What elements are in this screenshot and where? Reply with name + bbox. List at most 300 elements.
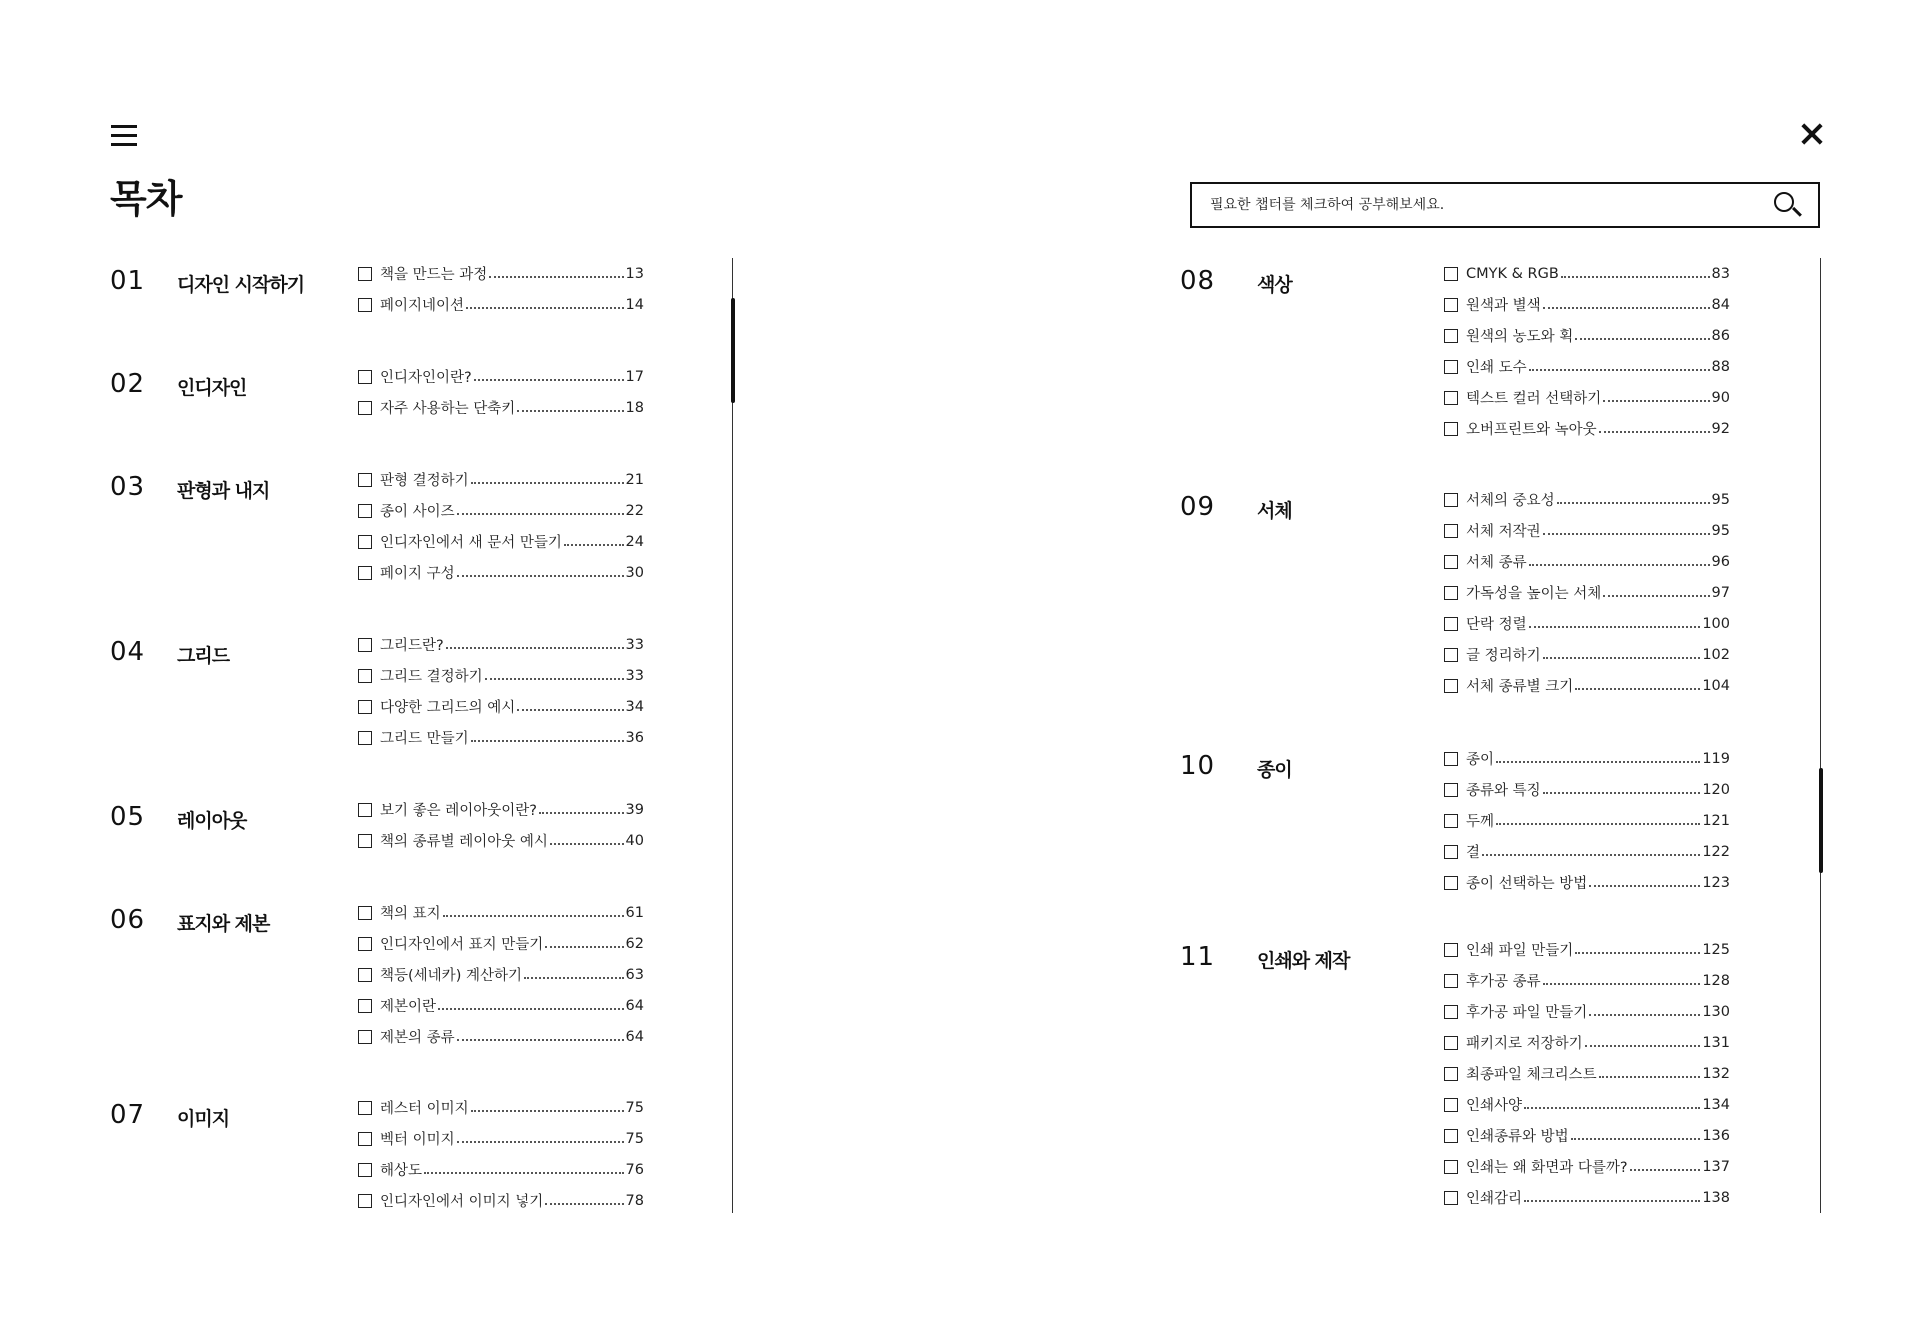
page-number: 21 — [625, 471, 644, 488]
toc-item[interactable] — [358, 897, 644, 928]
item-title: 책등(세네카) 계산하기 — [380, 968, 522, 984]
toc-item[interactable] — [1444, 413, 1730, 444]
item-title: 그리드 만들기 — [380, 731, 469, 747]
close-icon[interactable] — [1799, 121, 1825, 147]
dotted-leader — [424, 1172, 624, 1174]
item-checkbox[interactable] — [358, 968, 372, 982]
dotted-leader — [471, 482, 624, 484]
toc-item[interactable] — [1444, 577, 1730, 608]
dotted-leader — [564, 544, 624, 546]
item-title: 제본의 종류 — [380, 1030, 455, 1046]
chapter-title: 인쇄와 제작 — [1257, 950, 1350, 972]
item-checkbox[interactable] — [1444, 679, 1458, 693]
item-title: 최종파일 체크리스트 — [1466, 1067, 1597, 1083]
chapter-title: 레이아웃 — [177, 810, 247, 832]
chapter-number: 04 — [110, 637, 146, 667]
toc-item[interactable] — [358, 959, 644, 990]
dotted-leader — [1575, 688, 1700, 690]
toc-item[interactable] — [358, 1123, 644, 1154]
page-number: 14 — [625, 296, 644, 313]
toc-item[interactable] — [1444, 320, 1730, 351]
item-checkbox[interactable] — [358, 401, 372, 415]
page-number: 39 — [625, 801, 644, 818]
item-title: 제본이란 — [380, 999, 437, 1015]
chapter-title: 종이 — [1257, 759, 1292, 781]
dotted-leader — [1496, 823, 1700, 825]
dotted-leader — [517, 709, 623, 711]
item-title: 판형 결정하기 — [380, 473, 469, 489]
item-checkbox[interactable] — [1444, 814, 1458, 828]
page-number: 84 — [1711, 296, 1730, 313]
item-title: 인쇄감리 — [1466, 1191, 1523, 1207]
page-title: 목차 — [110, 177, 182, 221]
item-checkbox[interactable] — [358, 1101, 372, 1115]
page-number: 88 — [1711, 358, 1730, 375]
toc-item[interactable] — [1444, 1089, 1730, 1120]
item-title: 인쇄종류와 방법 — [1466, 1129, 1569, 1145]
dotted-leader — [1585, 1045, 1701, 1047]
chapter-section — [0, 629, 740, 753]
item-checkbox[interactable] — [358, 1194, 372, 1208]
dotted-leader — [1575, 952, 1700, 954]
chapter-title: 이미지 — [177, 1108, 230, 1130]
dotted-leader — [1543, 983, 1701, 985]
chapter-item-list — [358, 897, 644, 1052]
item-checkbox[interactable] — [1444, 648, 1458, 662]
page-number: 134 — [1702, 1096, 1730, 1113]
dotted-leader — [545, 946, 623, 948]
page-number: 90 — [1711, 389, 1730, 406]
toc-column-left — [0, 258, 740, 1213]
item-checkbox[interactable] — [358, 937, 372, 951]
chapter-title: 표지와 제본 — [177, 913, 270, 935]
toc-item[interactable] — [1444, 382, 1730, 413]
item-title: 다양한 그리드의 예시 — [380, 700, 516, 716]
page-number: 123 — [1702, 874, 1730, 891]
page-number: 120 — [1702, 781, 1730, 798]
chapter-item-list — [358, 794, 644, 856]
page-number: 128 — [1702, 972, 1730, 989]
item-checkbox[interactable] — [358, 906, 372, 920]
item-title: 인쇄는 왜 화면과 다를까? — [1466, 1160, 1628, 1176]
page-number: 131 — [1702, 1034, 1730, 1051]
item-checkbox[interactable] — [358, 1163, 372, 1177]
item-title: 자주 사용하는 단축키 — [380, 401, 516, 417]
page-number: 13 — [625, 265, 644, 282]
page-number: 76 — [625, 1161, 644, 1178]
toc-item[interactable] — [358, 557, 644, 588]
item-title: CMYK & RGB — [1466, 265, 1559, 282]
page-number: 97 — [1711, 584, 1730, 601]
chapter-title: 디자인 시작하기 — [177, 274, 305, 296]
page-number: 17 — [625, 368, 644, 385]
chapter-number: 02 — [110, 369, 146, 399]
dotted-leader — [474, 379, 624, 381]
toc-item[interactable] — [1444, 1027, 1730, 1058]
page-number: 63 — [625, 966, 644, 983]
item-checkbox[interactable] — [358, 1132, 372, 1146]
chapter-title: 색상 — [1257, 274, 1292, 296]
chapter-number: 10 — [1180, 751, 1216, 781]
toc-item[interactable] — [1444, 258, 1730, 289]
item-checkbox[interactable] — [1444, 1129, 1458, 1143]
dotted-leader — [524, 977, 624, 979]
toc-item[interactable] — [358, 1185, 644, 1216]
item-checkbox[interactable] — [358, 473, 372, 487]
item-checkbox[interactable] — [358, 834, 372, 848]
toc-item[interactable] — [1444, 1058, 1730, 1089]
item-checkbox[interactable] — [1444, 1191, 1458, 1205]
dotted-leader — [1557, 502, 1710, 504]
chapter-item-list — [1444, 258, 1730, 444]
toc-item[interactable] — [1444, 867, 1730, 898]
page-number: 62 — [625, 935, 644, 952]
item-title: 후가공 종류 — [1466, 974, 1541, 990]
chapter-number: 08 — [1180, 266, 1216, 296]
page-number: 75 — [625, 1130, 644, 1147]
chapter-item-list — [358, 1092, 644, 1216]
page-number: 61 — [625, 904, 644, 921]
toc-item[interactable] — [358, 722, 644, 753]
toc-item[interactable] — [1444, 996, 1730, 1027]
item-checkbox[interactable] — [358, 298, 372, 312]
dotted-leader — [1599, 1076, 1701, 1078]
item-title: 해상도 — [380, 1163, 423, 1179]
item-checkbox[interactable] — [358, 504, 372, 518]
dotted-leader — [517, 410, 623, 412]
item-title: 원색의 농도와 획 — [1466, 329, 1574, 345]
item-title: 두께 — [1466, 814, 1495, 830]
page-number: 104 — [1702, 677, 1730, 694]
chapter-section — [1180, 484, 1830, 701]
chapter-number: 03 — [110, 472, 146, 502]
item-title: 종이 선택하는 방법 — [1466, 876, 1588, 892]
toc-item[interactable] — [1444, 289, 1730, 320]
item-title: 글 정리하기 — [1466, 648, 1541, 664]
dotted-leader — [1589, 1014, 1700, 1016]
item-title: 페이지네이션 — [380, 298, 465, 314]
toc-item[interactable] — [358, 464, 644, 495]
item-title: 텍스트 컬러 선택하기 — [1466, 391, 1602, 407]
chapter-number: 09 — [1180, 492, 1216, 522]
chapter-number: 05 — [110, 802, 146, 832]
toc-item[interactable] — [1444, 546, 1730, 577]
dotted-leader — [457, 513, 624, 515]
item-checkbox[interactable] — [1444, 1098, 1458, 1112]
toc-item[interactable] — [358, 990, 644, 1021]
toc-item[interactable] — [1444, 774, 1730, 805]
toc-item[interactable] — [358, 289, 644, 320]
toc-item[interactable] — [1444, 934, 1730, 965]
page-number: 92 — [1711, 420, 1730, 437]
item-title: 책의 표지 — [380, 906, 441, 922]
dotted-leader — [1543, 533, 1710, 535]
item-title: 패키지로 저장하기 — [1466, 1036, 1583, 1052]
toc-item[interactable] — [358, 660, 644, 691]
chapter-section — [0, 794, 740, 856]
item-title: 인디자인이란? — [380, 370, 472, 386]
page-number: 34 — [625, 698, 644, 715]
chapter-section — [0, 897, 740, 1052]
item-checkbox[interactable] — [358, 267, 372, 281]
item-checkbox[interactable] — [358, 999, 372, 1013]
search-input[interactable] — [1210, 197, 1772, 213]
dotted-leader — [545, 1203, 623, 1205]
dotted-leader — [471, 1110, 624, 1112]
item-checkbox[interactable] — [358, 370, 372, 384]
dotted-leader — [438, 1008, 624, 1010]
item-title: 원색과 별색 — [1466, 298, 1541, 314]
item-checkbox[interactable] — [1444, 974, 1458, 988]
item-title: 인디자인에서 표지 만들기 — [380, 937, 544, 953]
item-checkbox[interactable] — [1444, 845, 1458, 859]
toc-item[interactable] — [1444, 836, 1730, 867]
chapter-number: 06 — [110, 905, 146, 935]
item-checkbox[interactable] — [358, 566, 372, 580]
toc-item[interactable] — [358, 825, 644, 856]
chapter-title: 판형과 내지 — [177, 480, 270, 502]
dotted-leader — [1524, 1200, 1700, 1202]
toc-item[interactable] — [1444, 608, 1730, 639]
item-checkbox[interactable] — [1444, 783, 1458, 797]
chapter-title: 인디자인 — [177, 377, 247, 399]
dotted-leader — [489, 276, 623, 278]
item-checkbox[interactable] — [1444, 391, 1458, 405]
item-checkbox[interactable] — [358, 803, 372, 817]
dotted-leader — [1543, 657, 1701, 659]
dotted-leader — [1496, 761, 1700, 763]
item-title: 인쇄 파일 만들기 — [1466, 943, 1574, 959]
chapter-title: 서체 — [1257, 500, 1292, 522]
item-title: 결 — [1466, 845, 1481, 861]
page-number: 33 — [625, 667, 644, 684]
page-number: 83 — [1711, 265, 1730, 282]
page-number: 95 — [1711, 522, 1730, 539]
dotted-leader — [550, 843, 624, 845]
item-checkbox[interactable] — [358, 535, 372, 549]
page-number: 119 — [1702, 750, 1730, 767]
item-checkbox[interactable] — [1444, 876, 1458, 890]
toc-item[interactable] — [1444, 639, 1730, 670]
item-checkbox[interactable] — [1444, 586, 1458, 600]
hamburger-menu-icon[interactable] — [111, 125, 137, 147]
page-number: 122 — [1702, 843, 1730, 860]
item-title: 그리드란? — [380, 638, 444, 654]
toc-column-right — [1180, 258, 1830, 1213]
page-number: 95 — [1711, 491, 1730, 508]
dotted-leader — [471, 740, 624, 742]
item-checkbox[interactable] — [1444, 752, 1458, 766]
dotted-leader — [1599, 431, 1710, 433]
toc-item[interactable] — [358, 526, 644, 557]
dotted-leader — [1529, 564, 1710, 566]
dotted-leader — [1482, 854, 1700, 856]
dotted-leader — [1571, 1138, 1701, 1140]
item-checkbox[interactable] — [1444, 1067, 1458, 1081]
item-title: 책을 만드는 과정 — [380, 267, 488, 283]
item-title: 인쇄사양 — [1466, 1098, 1523, 1114]
page-number: 121 — [1702, 812, 1730, 829]
item-title: 벡터 이미지 — [380, 1132, 455, 1148]
item-checkbox[interactable] — [1444, 1036, 1458, 1050]
chapter-number: 11 — [1180, 942, 1216, 972]
toc-item[interactable] — [358, 794, 644, 825]
dotted-leader — [1603, 595, 1709, 597]
chapter-item-list — [358, 464, 644, 588]
item-title: 단락 정렬 — [1466, 617, 1527, 633]
toc-item[interactable] — [358, 392, 644, 423]
chapter-number: 07 — [110, 1100, 146, 1130]
chapter-section — [1180, 258, 1830, 444]
item-title: 그리드 결정하기 — [380, 669, 483, 685]
dotted-leader — [1529, 369, 1710, 371]
toc-item[interactable] — [1444, 805, 1730, 836]
dotted-leader — [446, 647, 624, 649]
item-checkbox[interactable] — [358, 669, 372, 683]
dotted-leader — [457, 1039, 624, 1041]
page-number: 78 — [625, 1192, 644, 1209]
chapter-item-list — [358, 629, 644, 753]
page-number: 132 — [1702, 1065, 1730, 1082]
page-number: 75 — [625, 1099, 644, 1116]
page-number: 40 — [625, 832, 644, 849]
item-checkbox[interactable] — [1444, 493, 1458, 507]
chapter-section — [1180, 934, 1830, 1213]
dotted-leader — [1630, 1169, 1701, 1171]
chapter-title: 그리드 — [177, 645, 230, 667]
item-title: 인디자인에서 새 문서 만들기 — [380, 535, 562, 551]
page-number: 36 — [625, 729, 644, 746]
item-title: 종이 사이즈 — [380, 504, 455, 520]
item-title: 페이지 구성 — [380, 566, 455, 582]
page-number: 64 — [625, 997, 644, 1014]
item-checkbox[interactable] — [1444, 524, 1458, 538]
dotted-leader — [1575, 338, 1709, 340]
dotted-leader — [1524, 1107, 1700, 1109]
item-checkbox[interactable] — [1444, 298, 1458, 312]
item-title: 종이 — [1466, 752, 1495, 768]
page-number: 30 — [625, 564, 644, 581]
item-checkbox[interactable] — [1444, 267, 1458, 281]
page-number: 24 — [625, 533, 644, 550]
dotted-leader — [539, 812, 624, 814]
dotted-leader — [485, 678, 624, 680]
dotted-leader — [1589, 885, 1700, 887]
item-checkbox[interactable] — [358, 638, 372, 652]
item-title: 후가공 파일 만들기 — [1466, 1005, 1588, 1021]
toc-item[interactable] — [1444, 965, 1730, 996]
toc-item[interactable] — [358, 361, 644, 392]
chapter-section — [0, 464, 740, 588]
item-title: 가독성을 높이는 서체 — [1466, 586, 1602, 602]
toc-item[interactable] — [358, 629, 644, 660]
item-checkbox[interactable] — [1444, 617, 1458, 631]
chapter-item-list — [1444, 484, 1730, 701]
chapter-item-list — [358, 258, 644, 320]
page-number: 22 — [625, 502, 644, 519]
dotted-leader — [1543, 307, 1710, 309]
dotted-leader — [1603, 400, 1709, 402]
dotted-leader — [1529, 626, 1701, 628]
chapter-item-list — [1444, 743, 1730, 898]
item-title: 서체 종류별 크기 — [1466, 679, 1574, 695]
toc-item[interactable] — [1444, 1120, 1730, 1151]
item-checkbox[interactable] — [358, 1030, 372, 1044]
dotted-leader — [457, 575, 624, 577]
toc-item[interactable] — [1444, 515, 1730, 546]
item-checkbox[interactable] — [1444, 943, 1458, 957]
item-checkbox[interactable] — [358, 731, 372, 745]
toc-item[interactable] — [358, 928, 644, 959]
item-title: 보기 좋은 레이아웃이란? — [380, 803, 537, 819]
toc-item[interactable] — [1444, 1182, 1730, 1213]
toc-item[interactable] — [1444, 484, 1730, 515]
page-number: 86 — [1711, 327, 1730, 344]
item-title: 책의 종류별 레이아웃 예시 — [380, 834, 548, 850]
toc-item[interactable] — [358, 1092, 644, 1123]
item-title: 서체의 중요성 — [1466, 493, 1555, 509]
chapter-item-list — [1444, 934, 1730, 1213]
toc-item[interactable] — [1444, 351, 1730, 382]
toc-item[interactable] — [358, 1021, 644, 1052]
item-checkbox[interactable] — [1444, 1160, 1458, 1174]
page-number: 125 — [1702, 941, 1730, 958]
toc-item[interactable] — [358, 495, 644, 526]
page-number: 18 — [625, 399, 644, 416]
toc-item[interactable] — [1444, 670, 1730, 701]
page-number: 96 — [1711, 553, 1730, 570]
item-title: 서체 저작권 — [1466, 524, 1541, 540]
toc-item[interactable] — [1444, 1151, 1730, 1182]
item-title: 레스터 이미지 — [380, 1101, 469, 1117]
dotted-leader — [1543, 792, 1701, 794]
chapter-section — [0, 1092, 740, 1216]
chapter-section — [0, 361, 740, 423]
page-number: 138 — [1702, 1189, 1730, 1206]
item-title: 서체 종류 — [1466, 555, 1527, 571]
chapter-number: 01 — [110, 266, 146, 296]
page-number: 137 — [1702, 1158, 1730, 1175]
page-number: 130 — [1702, 1003, 1730, 1020]
item-checkbox[interactable] — [358, 700, 372, 714]
search-icon[interactable] — [1772, 190, 1802, 220]
dotted-leader — [1561, 276, 1710, 278]
page-number: 102 — [1702, 646, 1730, 663]
dotted-leader — [457, 1141, 624, 1143]
item-title: 오버프린트와 녹아웃 — [1466, 422, 1597, 438]
chapter-item-list — [358, 361, 644, 423]
toc-item[interactable] — [358, 1154, 644, 1185]
page-number: 136 — [1702, 1127, 1730, 1144]
chapter-section — [0, 258, 740, 320]
page-number: 100 — [1702, 615, 1730, 632]
toc-item[interactable] — [358, 258, 644, 289]
search-box — [1190, 182, 1820, 228]
item-checkbox[interactable] — [1444, 1005, 1458, 1019]
chapter-section — [1180, 743, 1830, 898]
item-checkbox[interactable] — [1444, 555, 1458, 569]
toc-item[interactable] — [358, 691, 644, 722]
dotted-leader — [466, 307, 624, 309]
item-checkbox[interactable] — [1444, 329, 1458, 343]
toc-item[interactable] — [1444, 743, 1730, 774]
item-checkbox[interactable] — [1444, 422, 1458, 436]
item-checkbox[interactable] — [1444, 360, 1458, 374]
item-title: 종류와 특징 — [1466, 783, 1541, 799]
page-number: 64 — [625, 1028, 644, 1045]
item-title: 인디자인에서 이미지 넣기 — [380, 1194, 544, 1210]
item-title: 인쇄 도수 — [1466, 360, 1527, 376]
